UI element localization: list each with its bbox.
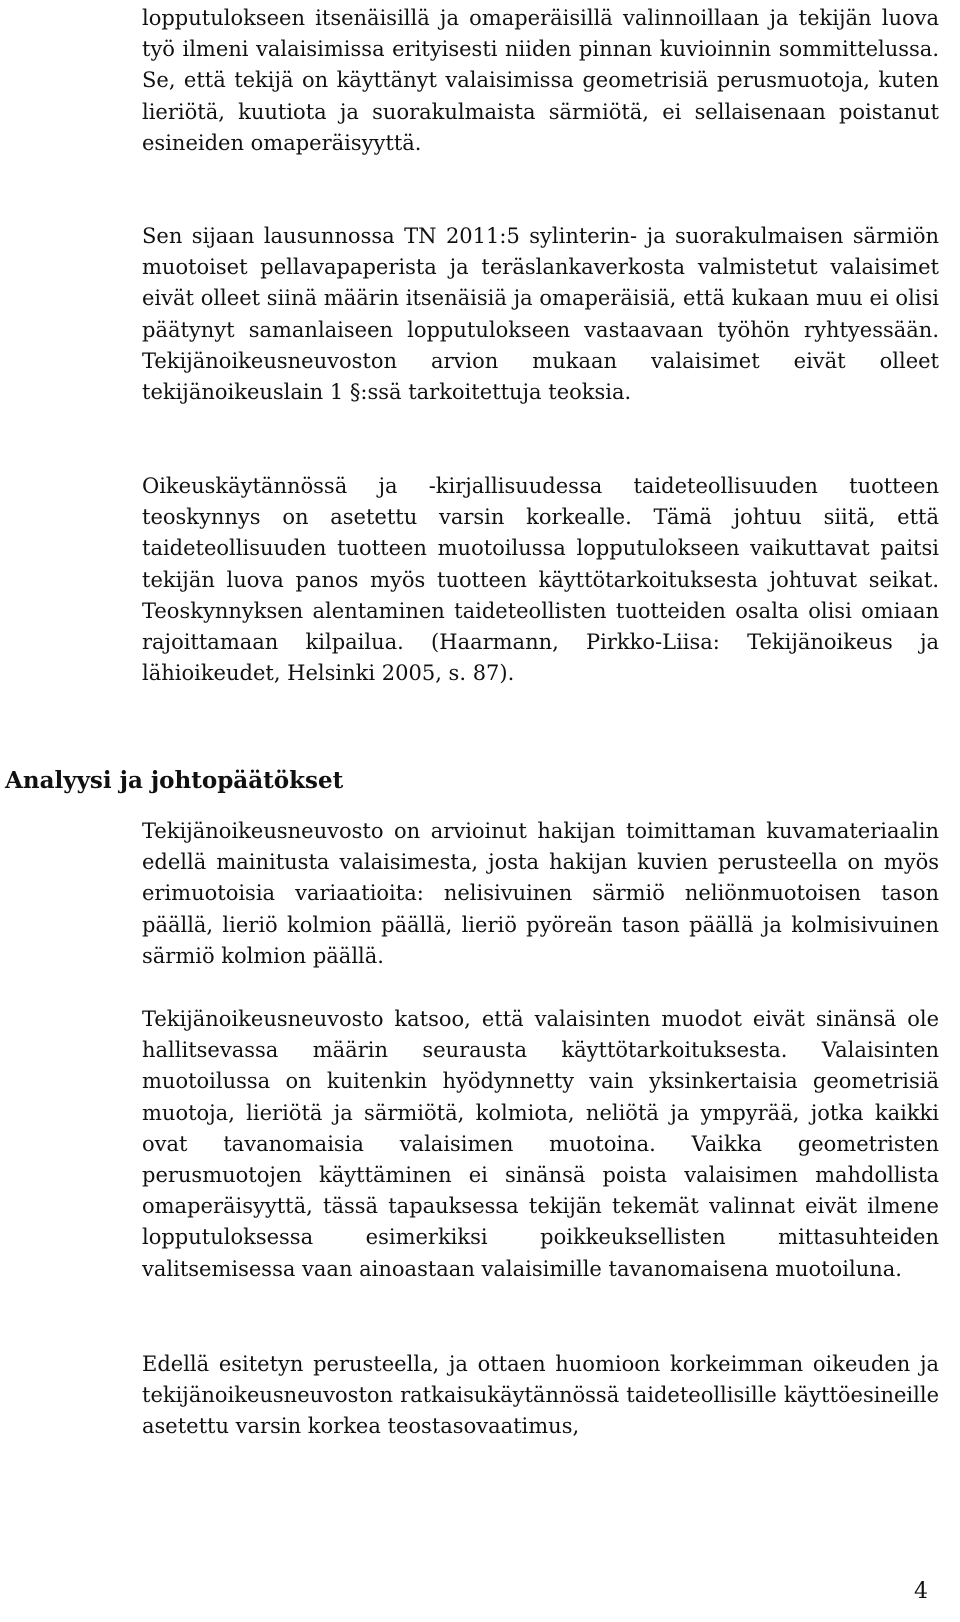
page-number: 4 [914,1579,928,1604]
paragraph-conclusion-start: Edellä esitetyn perusteella, ja ottaen huomioon korkeimman oikeuden ja tekijänoikeusneuvoston ratkaisukäytännössä taideteollisille käyttöesineille asetettu varsin korkea teostasovaatimus, [142,1352,939,1439]
paragraph-shapes-assessment: Tekijänoikeusneuvosto katsoo, että valaisinten muodot eivät sinänsä ole hallitsevassa määrin seurausta käyttötarkoituksesta. Valaisinten muotoilussa on kuitenkin hyödynnetty vain yksinkertaisia geometrisiä muotoja, lieriötä ja särmiötä, kolmiota, neliötä ja ympyrää, jotka kaikki ovat tavanomaisia valaisimen muotoina. Vaikka geometristen perusmuotojen käyttäminen ei sinänsä poista valaisimen mahdollista omaperäisyyttä, tässä tapauksessa tekijän tekemät valinnat eivät ilmene lopputuloksessa esimerkiksi poikkeuksellisten mittasuhteiden valitsemisessa vaan ainoastaan valaisimille tavanomaisena muotoiluna. [142,1007,939,1281]
paragraph-tn-2011-5: Sen sijaan lausunnossa TN 2011:5 sylinterin- ja suorakulmaisen särmiön muotoiset pellavapaperista ja teräslankaverkosta valmistetut valaisimet eivät olleet siinä määrin itsenäisiä ja omaperäisiä, että kukaan muu ei olisi päätynyt samanlaiseen lopputulokseen vastaavaan työhön ryhtyessään. Tekijänoikeusneuvoston arvion mukaan valaisimet eivät olleet tekijänoikeuslain 1 §:ssä tarkoitettuja teoksia. [142,224,939,405]
section-heading-analysis: Analyysi ja johtopäätökset [5,767,344,794]
paragraph-image-material: Tekijänoikeusneuvosto on arvioinut hakijan toimittaman kuvamateriaalin edellä mainitusta valaisimesta, josta hakijan kuvien perusteella on myös erimuotoisia variaatioita: nelisivuinen särmiö neliönmuotoisen tason päällä, lieriö kolmion päällä, lieriö pyöreän tason päällä ja kolmisivuinen särmiö kolmion päällä. [142,819,939,968]
paragraph-originality-continuation: lopputulokseen itsenäisillä ja omaperäisillä valinnoillaan ja tekijän luova työ ilmeni valaisimissa erityisesti niiden pinnan kuvioinnin sommittelussa. Se, että tekijä on käyttänyt valaisimissa geometrisiä perusmuotoja, kuten lieriötä, kuutiota ja suorakulmaista särmiötä, ei sellaisenaan poistanut esineiden omaperäisyyttä. [142,6,939,155]
paragraph-case-law: Oikeuskäytännössä ja -kirjallisuudessa taideteollisuuden tuotteen teoskynnys on asetettu varsin korkealle. Tämä johtuu siitä, että taideteollisuuden tuotteen muotoilussa lopputulokseen vaikuttavat paitsi tekijän luova panos myös tuotteen käyttötarkoituksesta johtuvat seikat. Teoskynnyksen alentaminen taideteollisten tuotteiden osalta olisi omiaan rajoittamaan kilpailua. (Haarmann, Pirkko-Liisa: Tekijänoikeus ja lähioikeudet, Helsinki 2005, s. 87). [142,474,939,686]
